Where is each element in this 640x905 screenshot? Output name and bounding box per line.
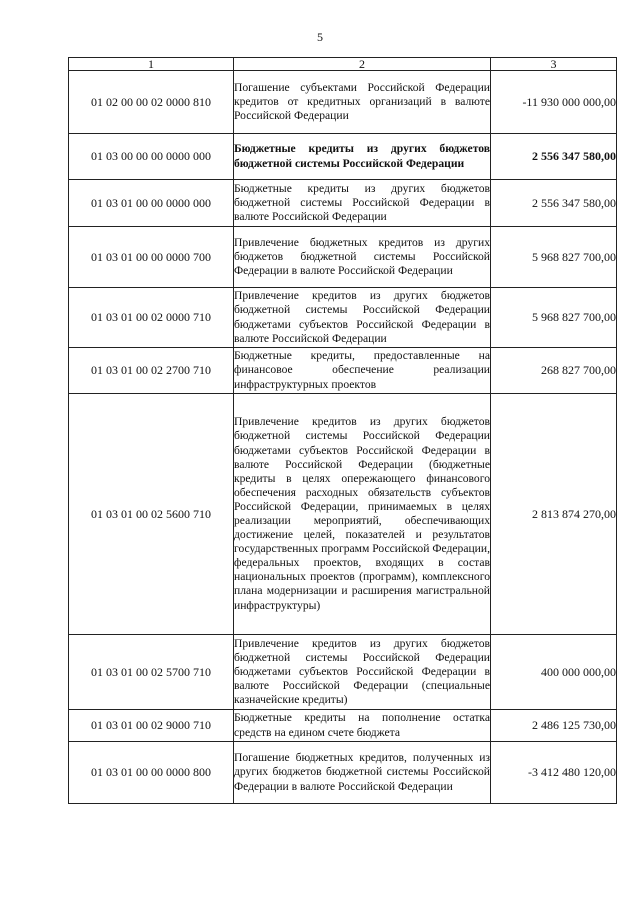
header-col-name: 2 — [234, 58, 491, 71]
row-code: 01 03 01 00 00 0000 800 — [69, 742, 234, 804]
row-amount: 2 813 874 270,00 — [491, 394, 617, 635]
row-amount: 2 486 125 730,00 — [491, 710, 617, 742]
row-code: 01 03 01 00 00 0000 700 — [69, 227, 234, 288]
row-code: 01 03 01 00 02 5700 710 — [69, 635, 234, 710]
header-col-code: 1 — [69, 58, 234, 71]
row-amount: -11 930 000 000,00 — [491, 71, 617, 134]
row-amount: -3 412 480 120,00 — [491, 742, 617, 804]
row-code: 01 03 01 00 02 2700 710 — [69, 348, 234, 394]
row-name: Погашение бюджетных кредитов, полученных из других бюджетов бюджетной системы Российской Федерации в валюте Российской Федерации — [234, 742, 491, 804]
row-name: Привлечение кредитов из других бюджетов бюджетной системы Российской Федерации бюджетами субъектов Российской Федерации в валюте Российской Федерации — [234, 288, 491, 348]
row-code: 01 03 01 00 02 9000 710 — [69, 710, 234, 742]
row-code: 01 03 01 00 02 5600 710 — [69, 394, 234, 635]
row-amount: 5 968 827 700,00 — [491, 288, 617, 348]
row-amount: 268 827 700,00 — [491, 348, 617, 394]
table-row — [69, 742, 617, 804]
row-name: Погашение субъектами Российской Федерации кредитов от кредитных организаций в валюте Российской Федерации — [234, 71, 491, 134]
page-number: 5 — [317, 30, 323, 44]
row-name: Привлечение кредитов из других бюджетов бюджетной системы Российской Федерации бюджетами субъектов Российской Федерации в валюте Российской Федерации (специальные казначейские кредиты) — [234, 635, 491, 710]
table-header-row — [69, 58, 617, 71]
table-row — [69, 710, 617, 742]
row-amount: 5 968 827 700,00 — [491, 227, 617, 288]
row-amount: 400 000 000,00 — [491, 635, 617, 710]
table-row — [69, 71, 617, 134]
table-row — [69, 134, 617, 180]
table-row — [69, 288, 617, 348]
row-name: Бюджетные кредиты из других бюджетов бюджетной системы Российской Федерации в валюте Российской Федерации — [234, 180, 491, 227]
row-name: Привлечение кредитов из других бюджетов бюджетной системы Российской Федерации бюджетами субъектов Российской Федерации в валюте Российской Федерации (бюджетные кредиты в целях опережающего финансового обеспечения расходных обязательств субъектов Российской Федерации, принимаемых в целях реализации мероприятий, обеспечивающих достижение целей, показателей и результатов государственных программ Российской Федерации, федеральных проектов, входящих в состав национальных проектов (программ), комплексного плана модернизации и расширения магистральной инфраструктуры) — [234, 394, 491, 635]
row-code: 01 02 00 00 02 0000 810 — [69, 71, 234, 134]
row-code: 01 03 01 00 00 0000 000 — [69, 180, 234, 227]
row-name: Бюджетные кредиты на пополнение остатка средств на едином счете бюджета — [234, 710, 491, 742]
row-name: Привлечение бюджетных кредитов из других бюджетов бюджетной системы Российской Федерации в валюте Российской Федерации — [234, 227, 491, 288]
row-amount: 2 556 347 580,00 — [491, 180, 617, 227]
table-row — [69, 227, 617, 288]
row-name: Бюджетные кредиты, предоставленные на финансовое обеспечение реализации инфраструктурных проектов — [234, 348, 491, 394]
header-col-amount: 3 — [491, 58, 617, 71]
row-code: 01 03 00 00 00 0000 000 — [69, 134, 234, 180]
table-row — [69, 180, 617, 227]
table-row — [69, 394, 617, 635]
row-amount: 2 556 347 580,00 — [491, 134, 617, 180]
row-code: 01 03 01 00 02 0000 710 — [69, 288, 234, 348]
table-row — [69, 348, 617, 394]
row-name: Бюджетные кредиты из других бюджетов бюджетной системы Российской Федерации — [234, 134, 491, 180]
budget-sources-table — [68, 57, 617, 804]
table-row — [69, 635, 617, 710]
